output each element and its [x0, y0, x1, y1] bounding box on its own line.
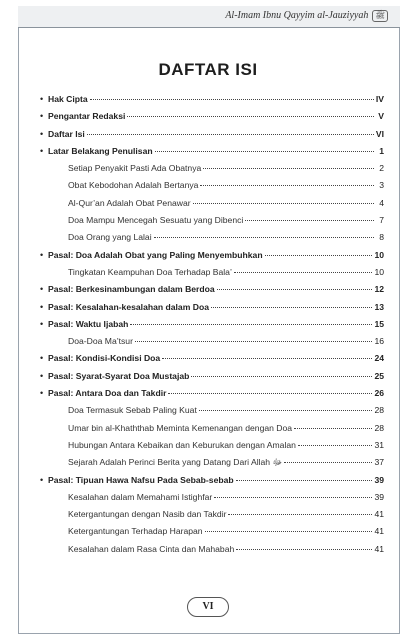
toc-page-number: V	[378, 111, 384, 122]
bullet-icon: •	[40, 388, 44, 399]
toc-entry-label: Hak Cipta	[48, 94, 88, 104]
toc-entry	[40, 129, 384, 146]
dot-leader	[199, 410, 373, 411]
toc-entry-label: Sejarah Adalah Perinci Berita yang Datang Dari Allah ﷻ	[68, 457, 283, 468]
toc-entry	[40, 353, 384, 370]
toc-page-number: 7	[379, 215, 384, 226]
dot-leader	[154, 237, 374, 238]
toc-page-number: 41	[374, 526, 384, 537]
dot-leader	[168, 393, 372, 394]
dot-leader	[130, 324, 372, 325]
dot-leader	[203, 168, 374, 169]
toc-page-number: 39	[374, 474, 384, 485]
toc-subentry	[40, 405, 384, 422]
dot-leader	[193, 203, 374, 204]
toc-subentry	[40, 457, 384, 474]
toc-page-number: 12	[374, 284, 384, 295]
toc-entry	[40, 94, 384, 111]
toc-entry-label: Pasal: Syarat-Syarat Doa Mustajab	[48, 370, 190, 381]
toc-entry-label: Hubungan Antara Kebaikan dan Keburukan dengan Amalan	[68, 439, 296, 450]
toc-subentry	[40, 423, 384, 440]
toc-page-number: 4	[379, 197, 384, 208]
toc-entry-label: Tingkatan Keampuhan Doa Terhadap Bala’	[68, 266, 232, 277]
toc-entry-label: Pasal: Kondisi-Kondisi Doa	[48, 353, 161, 364]
dot-leader	[265, 255, 373, 256]
bullet-icon: •	[40, 370, 44, 381]
dot-leader	[236, 549, 372, 550]
dot-leader	[294, 428, 372, 429]
toc-entry	[40, 371, 384, 388]
toc-entry-label: Daftar Isi	[48, 128, 85, 139]
toc-entry-label: Pengantar Redaksi	[48, 111, 126, 122]
page-title: DAFTAR ISI	[158, 60, 258, 79]
toc-entry	[40, 319, 384, 336]
toc-entry-label: Umar bin al-Khaththab Meminta Kemenangan dengan Doa	[68, 422, 293, 433]
toc-entry-label: Kesalahan dalam Memahami Istighfar	[68, 491, 213, 502]
bullet-icon: •	[40, 94, 44, 104]
toc-subentry	[40, 544, 384, 561]
dot-leader	[214, 497, 372, 498]
toc-page-number: 39	[374, 491, 384, 502]
bullet-icon: •	[40, 249, 44, 260]
dot-leader	[155, 151, 374, 152]
bullet-icon: •	[40, 301, 44, 312]
toc-entry-label: Kesalahan dalam Rasa Cinta dan Mahabah	[68, 543, 235, 554]
toc-entry-label: Ketergantungan dengan Nasib dan Takdir	[68, 509, 227, 520]
toc-entry	[40, 111, 384, 128]
toc-page-number: 24	[374, 353, 384, 364]
toc-page-number: 3	[379, 180, 384, 191]
footer-page-number: VI	[187, 597, 229, 617]
running-header-title	[225, 10, 388, 22]
dot-leader	[245, 220, 374, 221]
toc-entry-label: Doa-Doa Ma’tsur	[68, 336, 133, 347]
toc-page-number: 10	[374, 266, 384, 277]
toc-page-number: 31	[374, 439, 384, 450]
toc-page-number: 10	[374, 249, 384, 260]
toc-entry-label: Pasal: Doa Adalah Obat yang Paling Menyembuhkan	[48, 249, 263, 260]
toc-entry-label: Ketergantungan Terhadap Harapan	[68, 526, 203, 537]
dot-leader	[87, 134, 374, 135]
toc-subentry	[40, 232, 384, 249]
toc-entry-label: Pasal: Tipuan Hawa Nafsu Pada Sebab-sebab	[48, 474, 234, 485]
toc-page-number: 8	[379, 232, 384, 243]
toc-page-number: IV	[375, 94, 384, 104]
honorific-calligraphy-icon: ﷺ	[372, 10, 388, 22]
toc-entry	[40, 388, 384, 405]
toc-subentry	[40, 526, 384, 543]
toc-page-number: 41	[374, 509, 384, 520]
toc-subentry	[40, 267, 384, 284]
toc-subentry	[40, 509, 384, 526]
dot-leader	[162, 358, 372, 359]
dot-leader	[298, 445, 373, 446]
dot-leader	[217, 289, 373, 290]
toc-subentry	[40, 440, 384, 457]
toc-entry-label: Doa Mampu Mencegah Sesuatu yang Dibenci	[68, 215, 244, 226]
toc-page-number: 28	[374, 422, 384, 433]
toc-entry-label: Pasal: Berkesinambungan dalam Berdoa	[48, 284, 215, 295]
toc-entry	[40, 250, 384, 267]
dot-leader	[191, 376, 372, 377]
toc-page-number: 25	[374, 370, 384, 381]
toc-subentry	[40, 198, 384, 215]
toc-page-number: 13	[374, 301, 384, 312]
toc-entry-label: Al-Qur’an Adalah Obat Penawar	[68, 197, 191, 208]
toc-page-number: 28	[374, 405, 384, 416]
toc-entry-label: Doa Termasuk Sebab Paling Kuat	[68, 405, 197, 416]
dot-leader	[228, 514, 372, 515]
toc-page-number: 37	[374, 457, 384, 468]
toc-page-number: 16	[374, 336, 384, 347]
toc-entry	[40, 475, 384, 492]
toc-entry-label: Setiap Penyakit Pasti Ada Obatnya	[68, 163, 202, 174]
bullet-icon: •	[40, 353, 44, 364]
bullet-icon: •	[40, 145, 44, 156]
toc-subentry	[40, 336, 384, 353]
dot-leader	[236, 480, 373, 481]
toc-entry-label: Pasal: Antara Doa dan Takdir	[48, 388, 167, 399]
toc-entry	[40, 284, 384, 301]
dot-leader	[234, 272, 373, 273]
running-header	[18, 6, 400, 28]
table-of-contents	[40, 94, 384, 561]
dot-leader	[205, 531, 373, 532]
toc-subentry	[40, 215, 384, 232]
dot-leader	[135, 341, 372, 342]
bullet-icon: •	[40, 111, 44, 122]
toc-subentry	[40, 492, 384, 509]
bullet-icon: •	[40, 128, 44, 139]
dot-leader	[284, 462, 372, 463]
toc-subentry	[40, 163, 384, 180]
toc-entry-label: Latar Belakang Penulisan	[48, 145, 153, 156]
toc-entry-label: Pasal: Waktu Ijabah	[48, 318, 129, 329]
toc-page-number: 26	[374, 388, 384, 399]
dot-leader	[90, 99, 374, 100]
bullet-icon: •	[40, 284, 44, 295]
toc-page-number: 1	[379, 145, 384, 156]
toc-page-number: 41	[374, 543, 384, 554]
toc-entry-label: Doa Orang yang Lalai	[68, 232, 152, 243]
toc-entry-label: Obat Kebodohan Adalah Bertanya	[68, 180, 199, 191]
bullet-icon: •	[40, 318, 44, 329]
dot-leader	[127, 116, 374, 117]
toc-page-number: 2	[379, 163, 384, 174]
bullet-icon: •	[40, 474, 44, 485]
running-header-text: Al-Imam Ibnu Qayyim al-Jauziyyah	[225, 10, 369, 21]
toc-entry	[40, 302, 384, 319]
dot-leader	[200, 185, 374, 186]
toc-page-number: VI	[375, 128, 384, 139]
toc-entry-label: Pasal: Kesalahan-kesalahan dalam Doa	[48, 301, 209, 312]
toc-page-number: 15	[374, 318, 384, 329]
dot-leader	[211, 307, 372, 308]
toc-entry	[40, 146, 384, 163]
toc-subentry	[40, 180, 384, 197]
